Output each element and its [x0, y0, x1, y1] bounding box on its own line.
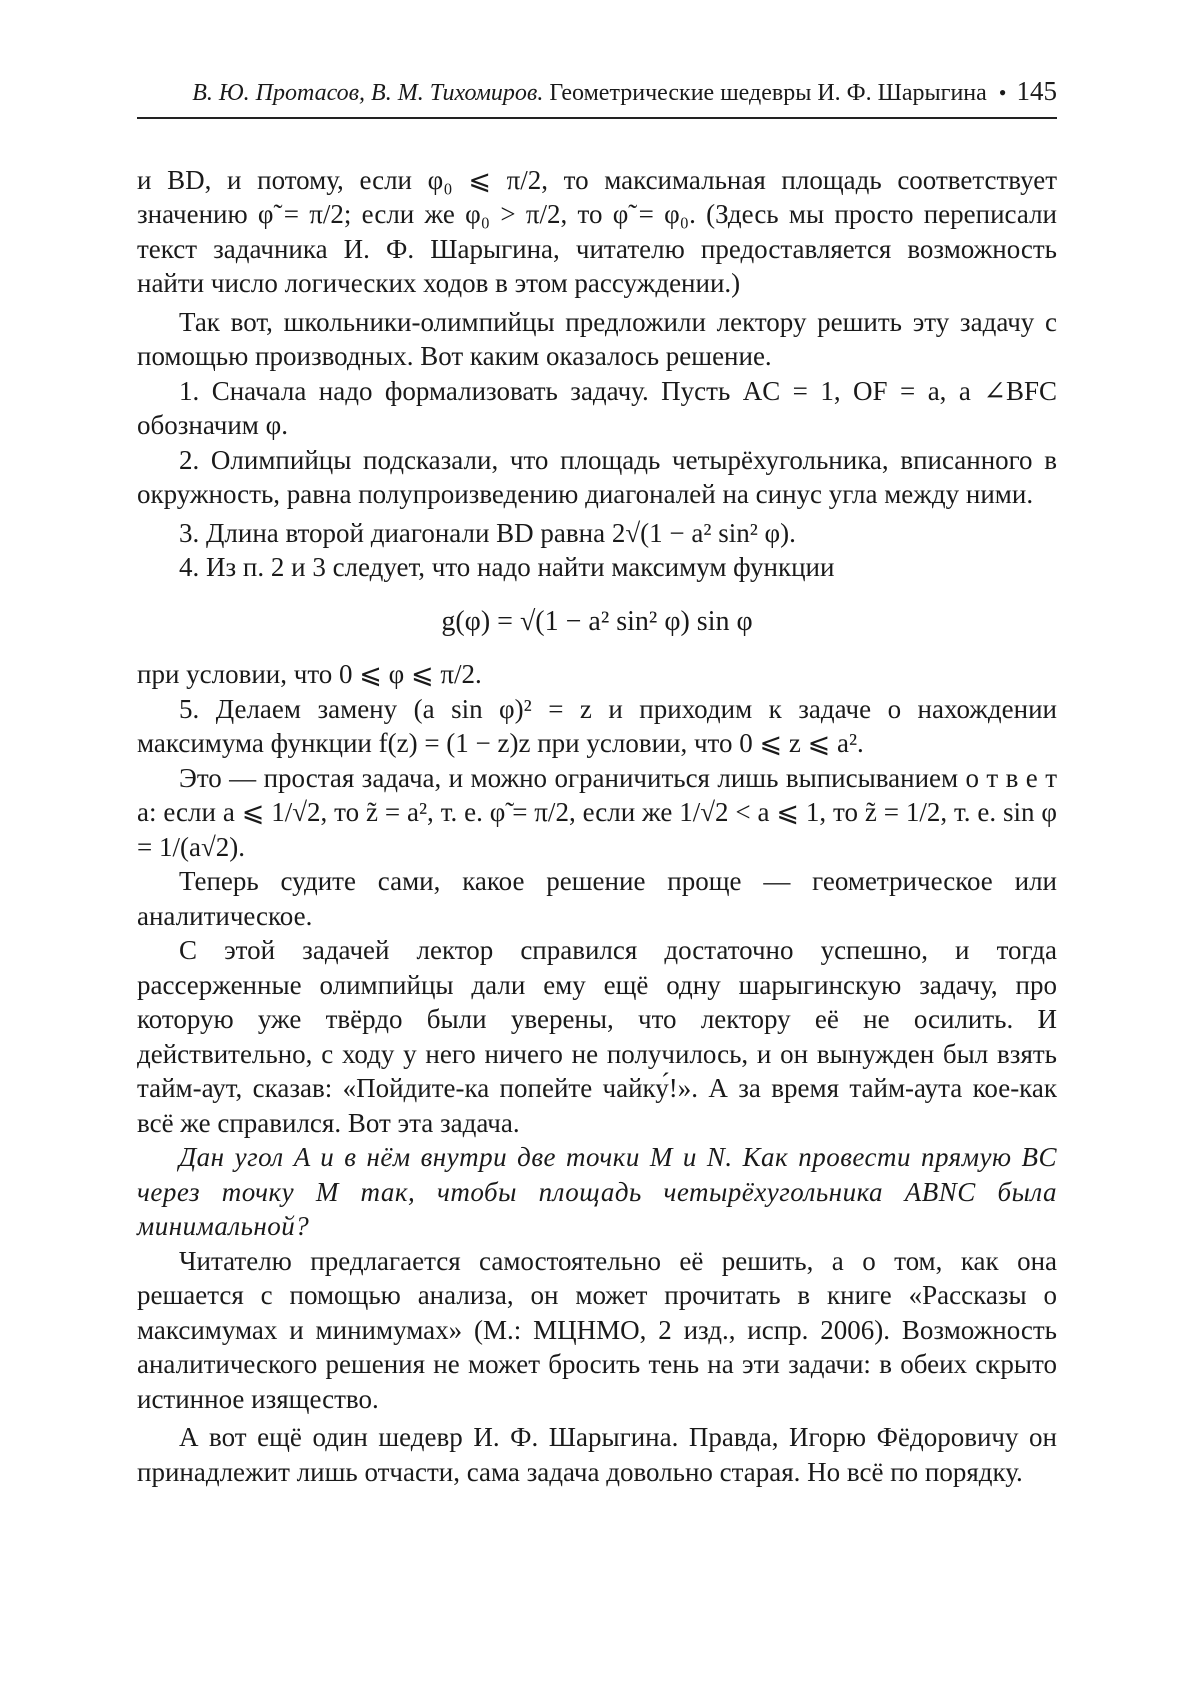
display-formula: g(φ) = √(1 − a² sin² φ) sin φ	[441, 605, 753, 637]
paragraph-comparison: Теперь судите сами, какое решение проще — геометрическое или аналитическое.	[137, 866, 1057, 931]
running-header	[137, 74, 1057, 119]
header-title: Геометрические шедевры И. Ф. Шарыгина	[549, 80, 987, 106]
book-page	[137, 74, 1057, 1489]
problem-statement: Дан угол A и в нём внутри две точки M и N. Как провести прямую BC через точку M так, чтобы площадь четырёхугольника ABNC была минимальной?	[137, 1142, 1057, 1241]
paragraph-next-masterpiece: А вот ещё один шедевр И. Ф. Шарыгина. Правда, Игорю Фёдоровичу он принадлежит лишь отчасти, сама задача довольно старая. Но всё по порядку.	[137, 1422, 1057, 1487]
step-3: 3. Длина второй диагонали BD равна 2√(1 − a² sin² φ).	[179, 517, 796, 548]
page-number: 145	[1016, 76, 1057, 106]
paragraph-continuation: и BD, и потому, если φ₀ ⩽ π/2, то максимальная площадь соответствует значению φ̃ = π/2; если же φ₀ > π/2, то φ̃ = φ₀. (Здесь мы просто переписали текст задачника И. Ф. Шарыгина, читателю предоставляется возможность найти число логических ходов в этом рассуждении.)	[137, 164, 1057, 298]
paragraph-reader-exercise: Читателю предлагается самостоятельно её решить, а о том, как она решается с помощью анализа, он может прочитать в книге «Рассказы о максимумах и минимумах» (М.: МЦНМО, 2 изд., испр. 2006). Возможность аналитического решения не может бросить тень на эти задачи: в обеих скрыто истинное изящество.	[137, 1245, 1057, 1414]
step-5: 5. Делаем замену (a sin φ)² = z и приходим к задаче о нахождении максимума функции f(z) = (1 − z)z при условии, что 0 ⩽ z ⩽ a².	[137, 693, 1057, 758]
paragraph-answer: Это — простая задача, и можно ограничиться лишь выписыванием о т в е т а: если a ⩽ 1/√2, то z̃ = a², т. е. φ̃ = π/2, если же 1/√2 < a ⩽ 1, то z̃ = 1/2, т. е. sin φ = 1/(a√2).	[137, 762, 1057, 862]
header-authors: В. Ю. Протасов, В. М. Тихомиров.	[192, 80, 544, 106]
paragraph-second-problem-story: С этой задачей лектор справился достаточно успешно, и тогда рассерженные олимпийцы дали ему ещё одну шарыгинскую задачу, про которую уже твёрдо были уверены, что лектору её не осилить. И действительно, с ходу у него ничего не получилось, и он вынужден был взять тайм-аут, сказав: «Пойдите-ка попейте чайку́!». А за время тайм-аута кое-как всё же справился. Вот эта задача.	[137, 935, 1057, 1138]
formula-condition: при условии, что 0 ⩽ φ ⩽ π/2.	[137, 659, 482, 689]
step-4: 4. Из п. 2 и 3 следует, что надо найти максимум функции	[179, 552, 835, 582]
paragraph-olympiad-proposal: Так вот, школьники-олимпийцы предложили лектору решить эту задачу с помощью производных. Вот каким оказалось решение.	[137, 306, 1057, 371]
header-bullet: •	[998, 80, 1007, 105]
step-2: 2. Олимпийцы подсказали, что площадь четырёхугольника, вписанного в окружность, равна полупроизведению диагоналей на синус угла между ними.	[137, 444, 1057, 509]
step-1: 1. Сначала надо формализовать задачу. Пусть AC = 1, OF = a, а ∠BFC обозначим φ.	[137, 375, 1057, 440]
